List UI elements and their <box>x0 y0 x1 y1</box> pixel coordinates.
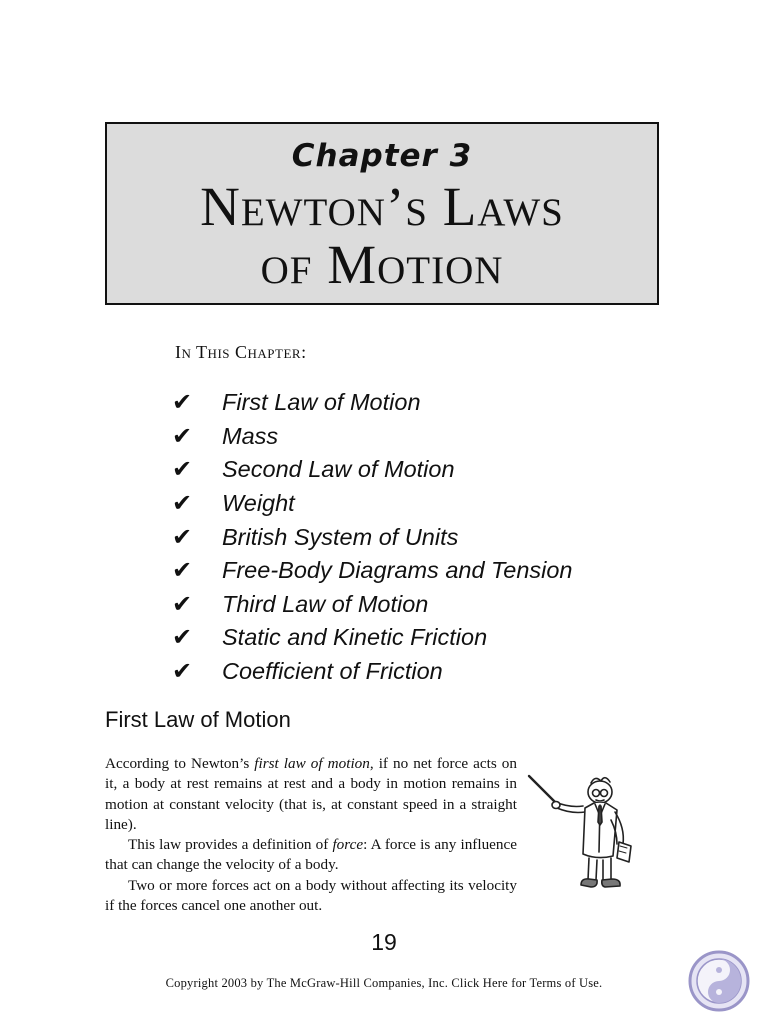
chapter-title-box <box>105 122 659 305</box>
check-icon: ✔ <box>172 490 193 518</box>
check-icon: ✔ <box>172 590 193 618</box>
topic-list <box>172 386 573 688</box>
topic-label: Static and Kinetic Friction <box>222 624 488 651</box>
check-icon: ✔ <box>172 389 193 417</box>
check-icon: ✔ <box>172 456 193 484</box>
chapter-title-line-1: Newton’s Laws <box>200 176 564 237</box>
chapter-title-line-2: of Motion <box>260 234 504 295</box>
copyright-notice: Copyright 2003 by The McGraw-Hill Companies, Inc. Click Here for Terms of Use. <box>165 976 603 990</box>
topic-item <box>172 386 573 420</box>
topic-item <box>172 655 573 689</box>
paragraph-3: Two or more forces act on a body without affecting its velocity if the forces cancel one another out. <box>105 876 517 915</box>
page-number: 19 <box>371 929 397 955</box>
topic-label: Mass <box>222 422 279 449</box>
topic-item <box>172 621 573 655</box>
emphasis-first-law: first law of motion <box>254 755 370 772</box>
check-icon: ✔ <box>172 624 193 652</box>
check-icon: ✔ <box>172 422 193 450</box>
chapter-label: Chapter 3 <box>291 138 473 174</box>
topic-label: Weight <box>222 490 295 517</box>
topic-label: Free-Body Diagrams and Tension <box>222 557 573 584</box>
body-text <box>105 754 517 916</box>
topic-item <box>172 487 573 521</box>
topic-label: Third Law of Motion <box>222 590 429 617</box>
chapter-title <box>107 178 657 294</box>
check-icon: ✔ <box>172 658 193 686</box>
paragraph-2: This law provides a definition of force: A force is any influence that can change the velocity of a body. <box>105 836 517 874</box>
check-icon: ✔ <box>172 523 193 551</box>
topic-item <box>172 588 573 622</box>
check-icon: ✔ <box>172 557 193 585</box>
section-heading: First Law of Motion <box>105 707 291 732</box>
topic-item <box>172 554 573 588</box>
yin-yang-seal <box>688 950 750 1012</box>
in-this-chapter-label: In This Chapter: <box>175 342 307 362</box>
topic-label: Second Law of Motion <box>222 456 455 483</box>
topic-label: British System of Units <box>222 523 459 550</box>
topic-item <box>172 420 573 454</box>
emphasis-force: force <box>332 836 364 854</box>
professor-pointer-illustration <box>525 772 650 897</box>
topic-label: First Law of Motion <box>222 389 421 416</box>
topic-item <box>172 520 573 554</box>
topic-label: Coefficient of Friction <box>222 658 443 685</box>
paragraph-1: According to Newton’s first law of motion, if no net force acts on it, a body at rest remains at rest and a body in motion remains in motion at constant velocity (that is, at constant speed in a straight line). <box>105 755 517 833</box>
topic-item <box>172 453 573 487</box>
